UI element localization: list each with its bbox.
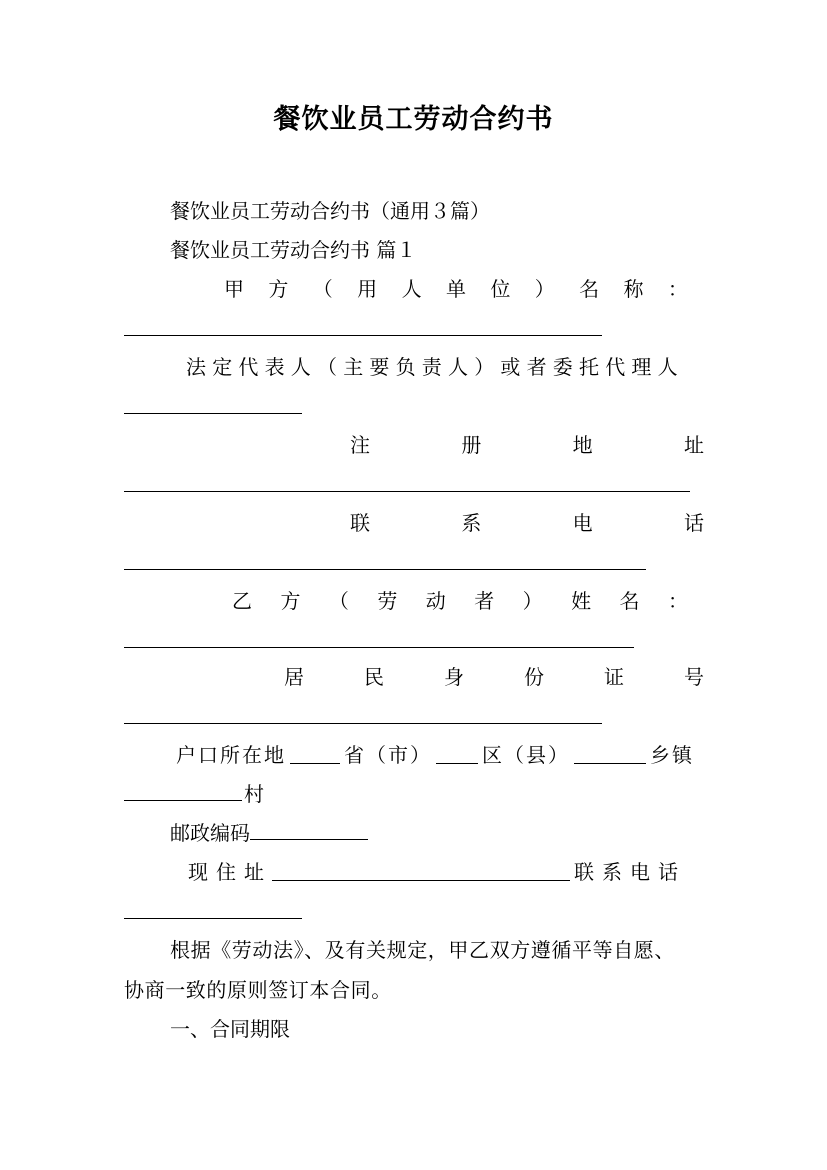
document-title: 餐饮业员工劳动合约书 — [273, 104, 554, 135]
label-char: 身 — [444, 665, 464, 689]
village-row — [124, 779, 264, 809]
township-blank[interactable] — [574, 743, 646, 764]
section-1-heading: 一、合同期限 — [170, 1017, 290, 1041]
label-char: 称 — [623, 277, 644, 301]
label-char: 方 — [280, 589, 301, 613]
label-char: 乙 — [232, 589, 252, 613]
current-address-label: 现住址 — [188, 860, 272, 884]
id-number-blank[interactable] — [124, 723, 602, 724]
id-number-label — [284, 662, 704, 692]
postal-code-blank[interactable] — [250, 819, 368, 840]
registered-address-label — [350, 430, 704, 460]
label-char: 民 — [364, 665, 384, 689]
label-char: 址 — [683, 433, 704, 457]
label-char: 方 — [268, 277, 289, 301]
paragraph-line-2: 协商一致的原则签订本合同。 — [124, 978, 392, 1002]
label-char: 话 — [683, 511, 704, 535]
current-phone-blank[interactable] — [124, 918, 302, 919]
village-blank[interactable] — [124, 780, 242, 801]
document-subtitle: 餐饮业员工劳动合约书（通用３篇） — [170, 199, 490, 223]
label-char: 姓 — [571, 589, 592, 613]
paragraph-line-1: 根据《劳动法》、及有关规定，甲乙双方遵循平等自愿、 — [170, 938, 675, 962]
label-char: 份 — [524, 665, 544, 689]
village-label: 村 — [244, 782, 264, 806]
district-label: 区（县） — [482, 743, 570, 767]
province-blank[interactable] — [290, 743, 340, 764]
label-char: ： — [667, 589, 688, 613]
legal-representative-blank[interactable] — [124, 413, 302, 414]
postal-code-label: 邮政编码 — [170, 821, 250, 845]
label-char: 人 — [401, 277, 422, 301]
label-char: 者 — [474, 589, 495, 613]
postal-code-row — [170, 818, 368, 848]
current-phone-label: 联系电话 — [574, 860, 686, 884]
district-blank[interactable] — [436, 743, 478, 764]
label-char: ： — [667, 277, 688, 301]
contact-phone-blank[interactable] — [124, 569, 646, 570]
label-char: 电 — [572, 511, 593, 535]
label-char: 位 — [490, 277, 511, 301]
label-char: 地 — [572, 433, 593, 457]
party-b-name-blank[interactable] — [124, 647, 634, 648]
party-b-name-label — [232, 586, 688, 616]
township-label: 乡镇 — [650, 743, 694, 767]
label-char: 证 — [604, 665, 624, 689]
current-address-blank[interactable] — [272, 860, 570, 881]
label-char: 联 — [350, 511, 370, 535]
contact-phone-label — [350, 508, 704, 538]
label-char: 号 — [684, 665, 704, 689]
label-char: 甲 — [224, 277, 244, 301]
label-char: 名 — [579, 277, 600, 301]
label-char: 用 — [357, 277, 378, 301]
label-char: （ — [312, 277, 333, 301]
current-address-row — [188, 857, 704, 887]
province-label: 省（市） — [344, 743, 432, 767]
label-char: 动 — [425, 589, 446, 613]
legal-representative-label: 法定代表人（主要负责人）或者委托代理人 — [186, 355, 684, 379]
label-char: 系 — [461, 511, 482, 535]
label-char: ） — [522, 589, 543, 613]
label-char: ） — [534, 277, 555, 301]
section-heading: 餐饮业员工劳动合约书 篇１ — [170, 238, 417, 262]
party-a-name-label — [224, 274, 688, 304]
label-char: 单 — [445, 277, 466, 301]
label-char: 注 — [350, 433, 370, 457]
household-label: 户口所在地 — [176, 743, 286, 767]
label-char: （ — [328, 589, 349, 613]
label-char: 居 — [284, 665, 304, 689]
label-char: 册 — [461, 433, 482, 457]
label-char: 劳 — [377, 589, 398, 613]
registered-address-blank[interactable] — [124, 491, 690, 492]
household-registration-row — [176, 740, 704, 770]
label-char: 名 — [619, 589, 640, 613]
party-a-name-blank[interactable] — [124, 335, 602, 336]
